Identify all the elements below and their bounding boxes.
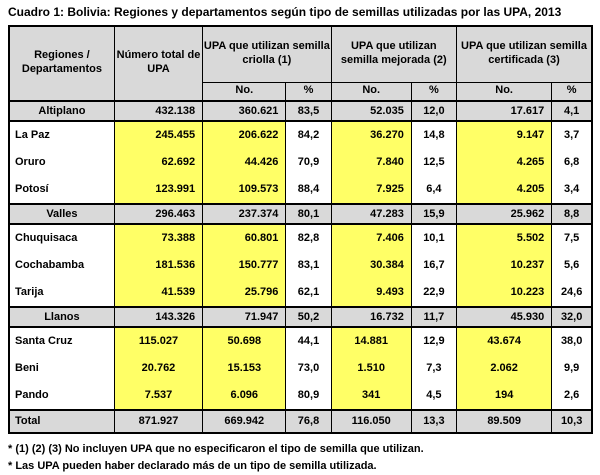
- cell-pct-criolla: 73,0: [286, 355, 331, 382]
- row-label: Pando: [9, 382, 114, 410]
- cell-no-certificada: 45.930: [456, 307, 551, 327]
- subheader-no-certificada: No.: [456, 82, 551, 101]
- cell-total: 62.692: [114, 149, 202, 176]
- cell-pct-certificada: 6,8: [552, 149, 592, 176]
- table-row-beni: [9, 355, 592, 382]
- cell-no-certificada: 10.237: [456, 252, 551, 279]
- cell-no-criolla: 60.801: [203, 224, 286, 252]
- cell-pct-certificada: 4,1: [552, 101, 592, 121]
- header-group-criolla: UPA que utilizan semilla criolla (1): [203, 26, 331, 83]
- cell-no-mejorada: 7.925: [331, 176, 411, 204]
- cell-pct-certificada: 9,9: [552, 355, 592, 382]
- cell-no-criolla: 71.947: [203, 307, 286, 327]
- cell-pct-criolla: 84,2: [286, 121, 331, 149]
- table-row-chuquisaca: [9, 224, 592, 252]
- table-row-oruro: [9, 149, 592, 176]
- cell-no-mejorada: 341: [331, 382, 411, 410]
- cell-no-criolla: 237.374: [203, 204, 286, 224]
- cell-no-certificada: 9.147: [456, 121, 551, 149]
- cell-pct-criolla: 82,8: [286, 224, 331, 252]
- cell-no-certificada: 25.962: [456, 204, 551, 224]
- cell-total: 115.027: [114, 327, 202, 355]
- cell-pct-certificada: 24,6: [552, 279, 592, 307]
- row-label: Beni: [9, 355, 114, 382]
- row-label: Potosí: [9, 176, 114, 204]
- subheader-no-criolla: No.: [203, 82, 286, 101]
- table-header: [9, 26, 592, 101]
- table-row-potosi: [9, 176, 592, 204]
- cell-no-certificada: 43.674: [456, 327, 551, 355]
- cell-pct-mejorada: 16,7: [411, 252, 456, 279]
- cell-no-mejorada: 52.035: [331, 101, 411, 121]
- cell-total: 871.927: [114, 410, 202, 433]
- cell-pct-criolla: 44,1: [286, 327, 331, 355]
- cell-no-criolla: 206.622: [203, 121, 286, 149]
- cell-pct-mejorada: 15,9: [411, 204, 456, 224]
- cell-pct-criolla: 83,1: [286, 252, 331, 279]
- cell-total: 181.536: [114, 252, 202, 279]
- cell-pct-certificada: 7,5: [552, 224, 592, 252]
- cell-total: 143.326: [114, 307, 202, 327]
- cell-no-criolla: 360.621: [203, 101, 286, 121]
- cell-no-certificada: 89.509: [456, 410, 551, 433]
- cell-no-criolla: 50.698: [203, 327, 286, 355]
- table-row-total: [9, 410, 592, 433]
- row-label: Santa Cruz: [9, 327, 114, 355]
- header-group-mejorada: UPA que utilizan semilla mejorada (2): [331, 26, 456, 83]
- cell-no-criolla: 25.796: [203, 279, 286, 307]
- subheader-no-mejorada: No.: [331, 82, 411, 101]
- cell-pct-mejorada: 14,8: [411, 121, 456, 149]
- cell-pct-criolla: 62,1: [286, 279, 331, 307]
- cell-pct-certificada: 2,6: [552, 382, 592, 410]
- cell-no-certificada: 10.223: [456, 279, 551, 307]
- cell-pct-certificada: 10,3: [552, 410, 592, 433]
- table-row-la-paz: [9, 121, 592, 149]
- cell-pct-mejorada: 4,5: [411, 382, 456, 410]
- table-row-pando: [9, 382, 592, 410]
- cell-no-mejorada: 30.384: [331, 252, 411, 279]
- subheader-pct-criolla: %: [286, 82, 331, 101]
- semillas-table: [8, 25, 593, 434]
- cell-pct-certificada: 3,4: [552, 176, 592, 204]
- cell-total: 123.991: [114, 176, 202, 204]
- header-numero-total: Número total de UPA: [114, 26, 202, 101]
- table-row-altiplano: [9, 101, 592, 121]
- subheader-pct-mejorada: %: [411, 82, 456, 101]
- table-row-tarija: [9, 279, 592, 307]
- row-label: Altiplano: [9, 101, 114, 121]
- cell-total: 20.762: [114, 355, 202, 382]
- cell-no-certificada: 2.062: [456, 355, 551, 382]
- cell-no-mejorada: 9.493: [331, 279, 411, 307]
- table-title: Cuadro 1: Bolivia: Regiones y departamentos según tipo de semillas utilizadas por las UPA, 2013: [8, 5, 562, 19]
- cell-pct-criolla: 70,9: [286, 149, 331, 176]
- footnote-line: * (1) (2) (3) No incluyen UPA que no especificaron el tipo de semilla que utilizan.: [8, 442, 424, 455]
- cell-total: 245.455: [114, 121, 202, 149]
- row-label: Oruro: [9, 149, 114, 176]
- footnotes: [8, 441, 593, 475]
- cell-pct-mejorada: 22,9: [411, 279, 456, 307]
- table-row-santa-cruz: [9, 327, 592, 355]
- cell-pct-mejorada: 12,9: [411, 327, 456, 355]
- row-label: Llanos: [9, 307, 114, 327]
- cell-pct-certificada: 38,0: [552, 327, 592, 355]
- cell-pct-certificada: 8,8: [552, 204, 592, 224]
- row-label: La Paz: [9, 121, 114, 149]
- footnote-line: * Las UPA pueden haber declarado más de un tipo de semilla utilizada.: [8, 459, 377, 472]
- table-row-valles: [9, 204, 592, 224]
- cell-no-criolla: 6.096: [203, 382, 286, 410]
- cell-no-mejorada: 7.840: [331, 149, 411, 176]
- cell-pct-mejorada: 13,3: [411, 410, 456, 433]
- table-row-cochabamba: [9, 252, 592, 279]
- row-label: Valles: [9, 204, 114, 224]
- cell-pct-criolla: 80,1: [286, 204, 331, 224]
- cell-pct-mejorada: 6,4: [411, 176, 456, 204]
- cell-pct-mejorada: 7,3: [411, 355, 456, 382]
- header-group-certificada: UPA que utilizan semilla certificada (3): [456, 26, 592, 83]
- cell-no-criolla: 44.426: [203, 149, 286, 176]
- cell-no-criolla: 150.777: [203, 252, 286, 279]
- cell-total: 7.537: [114, 382, 202, 410]
- cell-total: 432.138: [114, 101, 202, 121]
- cell-no-mejorada: 16.732: [331, 307, 411, 327]
- cell-pct-mejorada: 10,1: [411, 224, 456, 252]
- cell-no-mejorada: 47.283: [331, 204, 411, 224]
- cell-no-criolla: 669.942: [203, 410, 286, 433]
- cell-no-mejorada: 116.050: [331, 410, 411, 433]
- cell-no-mejorada: 7.406: [331, 224, 411, 252]
- row-label: Chuquisaca: [9, 224, 114, 252]
- cell-pct-certificada: 32,0: [552, 307, 592, 327]
- cell-pct-certificada: 3,7: [552, 121, 592, 149]
- cell-pct-certificada: 5,6: [552, 252, 592, 279]
- cell-pct-criolla: 88,4: [286, 176, 331, 204]
- cell-pct-criolla: 76,8: [286, 410, 331, 433]
- row-label: Cochabamba: [9, 252, 114, 279]
- subheader-pct-certificada: %: [552, 82, 592, 101]
- header-row-main: [9, 26, 592, 83]
- cell-no-certificada: 17.617: [456, 101, 551, 121]
- cell-total: 41.539: [114, 279, 202, 307]
- header-regiones: Regiones / Departamentos: [9, 26, 114, 101]
- cell-no-criolla: 15.153: [203, 355, 286, 382]
- cell-pct-mejorada: 11,7: [411, 307, 456, 327]
- cell-pct-mejorada: 12,0: [411, 101, 456, 121]
- cell-no-certificada: 4.265: [456, 149, 551, 176]
- cell-pct-mejorada: 12,5: [411, 149, 456, 176]
- cell-no-mejorada: 14.881: [331, 327, 411, 355]
- cell-no-certificada: 4.205: [456, 176, 551, 204]
- cell-no-mejorada: 1.510: [331, 355, 411, 382]
- table-row-llanos: [9, 307, 592, 327]
- row-label: Tarija: [9, 279, 114, 307]
- cell-pct-criolla: 83,5: [286, 101, 331, 121]
- cell-no-mejorada: 36.270: [331, 121, 411, 149]
- cell-no-certificada: 5.502: [456, 224, 551, 252]
- cell-no-criolla: 109.573: [203, 176, 286, 204]
- cell-total: 296.463: [114, 204, 202, 224]
- cell-pct-criolla: 50,2: [286, 307, 331, 327]
- cell-pct-criolla: 80,9: [286, 382, 331, 410]
- cell-total: 73.388: [114, 224, 202, 252]
- cell-no-certificada: 194: [456, 382, 551, 410]
- row-label: Total: [9, 410, 114, 433]
